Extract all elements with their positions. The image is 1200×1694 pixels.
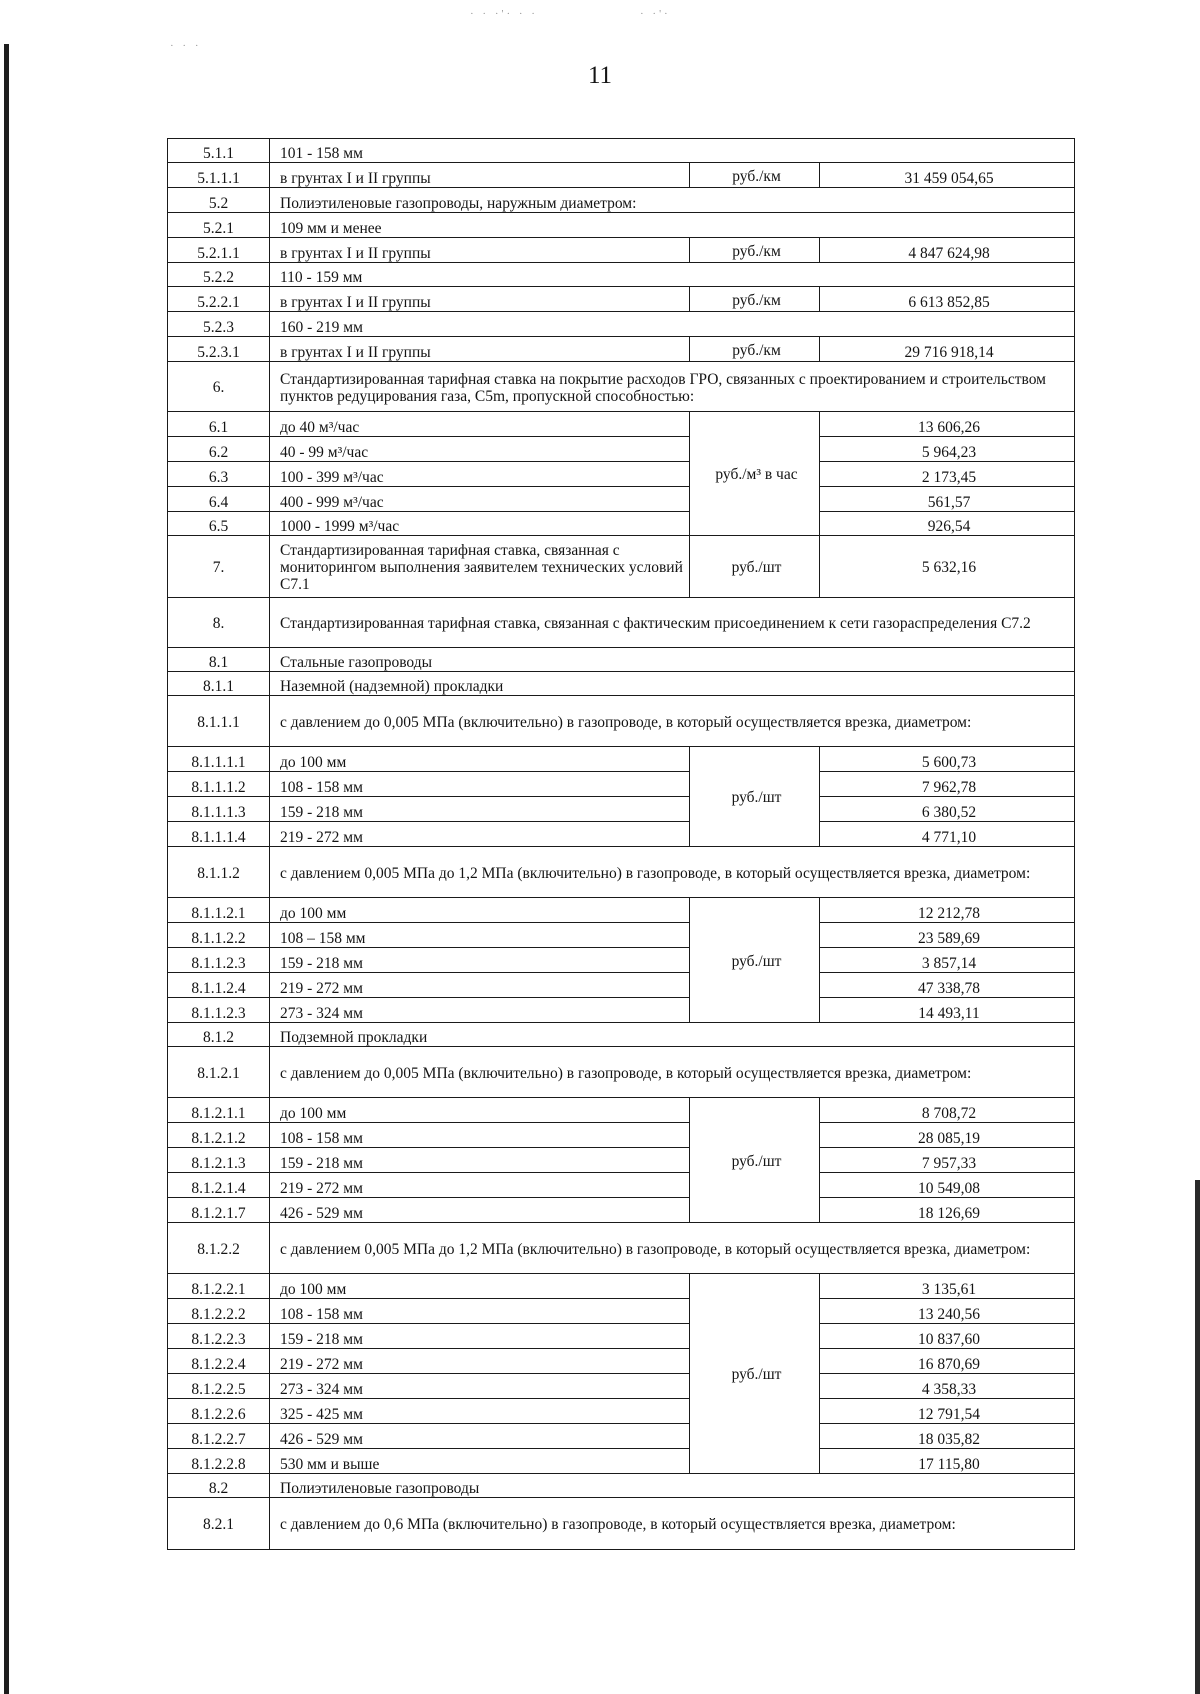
row-code: 5.2.2.1 bbox=[168, 287, 270, 312]
scan-speckle: · · ·'· · · bbox=[470, 8, 538, 20]
row-text: 530 мм и выше bbox=[270, 1449, 690, 1474]
row-text: Полиэтиленовые газопроводы, наружным диаметром: bbox=[270, 188, 1075, 213]
value-cell: 6 613 852,85 bbox=[820, 287, 1075, 312]
value-cell: 561,57 bbox=[820, 487, 1075, 512]
row-text: Стандартизированная тарифная ставка на покрытие расходов ГРО, связанных с проектированием и строительством пунктов редуцирования газа, C5m, пропускной способностью: bbox=[270, 362, 1075, 412]
row-text: 101 - 158 мм bbox=[270, 139, 1075, 163]
row-code: 8.2.1 bbox=[168, 1498, 270, 1550]
table-row bbox=[168, 1098, 1075, 1123]
table-row bbox=[168, 287, 1075, 312]
table-row bbox=[168, 536, 1075, 598]
value-cell: 5 964,23 bbox=[820, 437, 1075, 462]
row-text: 219 - 272 мм bbox=[270, 1173, 690, 1198]
value-cell: 28 085,19 bbox=[820, 1123, 1075, 1148]
table-row bbox=[168, 948, 1075, 973]
row-text: 325 - 425 мм bbox=[270, 1399, 690, 1424]
table-row bbox=[168, 1324, 1075, 1349]
table-row bbox=[168, 998, 1075, 1023]
value-cell: 12 212,78 bbox=[820, 898, 1075, 923]
table-row bbox=[168, 672, 1075, 696]
row-text: 159 - 218 мм bbox=[270, 1324, 690, 1349]
row-text: 40 - 99 м³/час bbox=[270, 437, 690, 462]
table-row bbox=[168, 797, 1075, 822]
row-text: в грунтах I и II группы bbox=[270, 337, 690, 362]
row-code: 8.1.2.2.2 bbox=[168, 1299, 270, 1324]
value-cell: 31 459 054,65 bbox=[820, 163, 1075, 188]
table-row bbox=[168, 1123, 1075, 1148]
row-text: 108 - 158 мм bbox=[270, 1299, 690, 1324]
row-code: 6. bbox=[168, 362, 270, 412]
row-text: до 100 мм bbox=[270, 1274, 690, 1299]
table-row bbox=[168, 1349, 1075, 1374]
table-row bbox=[168, 1047, 1075, 1098]
row-code: 5.1.1 bbox=[168, 139, 270, 163]
value-cell: 13 606,26 bbox=[820, 412, 1075, 437]
row-text: до 40 м³/час bbox=[270, 412, 690, 437]
table-row bbox=[168, 188, 1075, 213]
table-row bbox=[168, 598, 1075, 648]
value-cell: 47 338,78 bbox=[820, 973, 1075, 998]
table-row bbox=[168, 1424, 1075, 1449]
row-code: 8.1.2.2.1 bbox=[168, 1274, 270, 1299]
row-code: 6.2 bbox=[168, 437, 270, 462]
row-code: 8.1.1.2.2 bbox=[168, 923, 270, 948]
value-cell: 14 493,11 bbox=[820, 998, 1075, 1023]
row-text: Стандартизированная тарифная ставка, связанная с фактическим присоединением к сети газораспределения C7.2 bbox=[270, 598, 1075, 648]
table-row bbox=[168, 412, 1075, 437]
row-code: 6.3 bbox=[168, 462, 270, 487]
row-text: 108 - 158 мм bbox=[270, 772, 690, 797]
scan-speckle: · · · bbox=[170, 40, 202, 52]
row-text: с давлением до 0,005 МПа (включительно) в газопроводе, в который осуществляется врезка, диаметром: bbox=[270, 696, 1075, 747]
table-row bbox=[168, 238, 1075, 263]
row-code: 8. bbox=[168, 598, 270, 648]
row-text: Полиэтиленовые газопроводы bbox=[270, 1474, 1075, 1498]
row-code: 8.1.1.1.4 bbox=[168, 822, 270, 847]
row-code: 8.1.1.2.3 bbox=[168, 948, 270, 973]
table-row bbox=[168, 487, 1075, 512]
unit-cell: руб./шт bbox=[690, 1098, 820, 1223]
row-text: 219 - 272 мм bbox=[270, 973, 690, 998]
row-code: 8.1.2.2.8 bbox=[168, 1449, 270, 1474]
table-row bbox=[168, 462, 1075, 487]
table-row bbox=[168, 822, 1075, 847]
row-text: 100 - 399 м³/час bbox=[270, 462, 690, 487]
row-code: 8.1.1.2.1 bbox=[168, 898, 270, 923]
row-code: 8.1.2.1.3 bbox=[168, 1148, 270, 1173]
row-text: Стандартизированная тарифная ставка, связанная с мониторингом выполнения заявителем технических условий C7.1 bbox=[270, 536, 690, 598]
row-text: 159 - 218 мм bbox=[270, 797, 690, 822]
table-row bbox=[168, 1498, 1075, 1550]
value-cell: 7 962,78 bbox=[820, 772, 1075, 797]
tariff-table bbox=[167, 138, 1075, 1550]
row-code: 7. bbox=[168, 536, 270, 598]
row-text: Стальные газопроводы bbox=[270, 648, 1075, 672]
value-cell: 926,54 bbox=[820, 512, 1075, 536]
table-row bbox=[168, 1148, 1075, 1173]
table-row bbox=[168, 898, 1075, 923]
table-row bbox=[168, 772, 1075, 797]
row-code: 8.1.2.2.4 bbox=[168, 1349, 270, 1374]
table-row bbox=[168, 1023, 1075, 1047]
value-cell: 4 847 624,98 bbox=[820, 238, 1075, 263]
row-text: 273 - 324 мм bbox=[270, 998, 690, 1023]
value-cell: 6 380,52 bbox=[820, 797, 1075, 822]
table-row bbox=[168, 312, 1075, 337]
table-row bbox=[168, 1198, 1075, 1223]
row-code: 8.1.1.2.3 bbox=[168, 998, 270, 1023]
table-row bbox=[168, 1173, 1075, 1198]
row-code: 8.1.1.2 bbox=[168, 847, 270, 898]
row-text: Подземной прокладки bbox=[270, 1023, 1075, 1047]
value-cell: 3 135,61 bbox=[820, 1274, 1075, 1299]
row-text: с давлением до 0,005 МПа (включительно) в газопроводе, в который осуществляется врезка, диаметром: bbox=[270, 1047, 1075, 1098]
row-text: 159 - 218 мм bbox=[270, 1148, 690, 1173]
unit-cell: руб./км bbox=[690, 337, 820, 362]
value-cell: 10 837,60 bbox=[820, 1324, 1075, 1349]
row-code: 8.1.1 bbox=[168, 672, 270, 696]
row-code: 5.2 bbox=[168, 188, 270, 213]
row-text: 426 - 529 мм bbox=[270, 1198, 690, 1223]
table-row bbox=[168, 696, 1075, 747]
value-cell: 17 115,80 bbox=[820, 1449, 1075, 1474]
row-code: 6.1 bbox=[168, 412, 270, 437]
scan-speckle: · ·'· bbox=[640, 8, 671, 20]
value-cell: 2 173,45 bbox=[820, 462, 1075, 487]
row-code: 5.2.1 bbox=[168, 213, 270, 238]
row-code: 5.2.2 bbox=[168, 263, 270, 287]
table-row bbox=[168, 437, 1075, 462]
row-code: 8.1.2 bbox=[168, 1023, 270, 1047]
row-code: 8.1.2.1.2 bbox=[168, 1123, 270, 1148]
row-code: 8.1 bbox=[168, 648, 270, 672]
table-row bbox=[168, 1449, 1075, 1474]
table-row bbox=[168, 648, 1075, 672]
value-cell: 4 771,10 bbox=[820, 822, 1075, 847]
row-text: 219 - 272 мм bbox=[270, 822, 690, 847]
row-code: 8.1.1.2.4 bbox=[168, 973, 270, 998]
row-text: 1000 - 1999 м³/час bbox=[270, 512, 690, 536]
value-cell: 7 957,33 bbox=[820, 1148, 1075, 1173]
row-code: 8.1.2.1 bbox=[168, 1047, 270, 1098]
value-cell: 3 857,14 bbox=[820, 948, 1075, 973]
unit-cell: руб./шт bbox=[690, 898, 820, 1023]
row-text: 273 - 324 мм bbox=[270, 1374, 690, 1399]
unit-cell: руб./шт bbox=[690, 747, 820, 847]
value-cell: 18 126,69 bbox=[820, 1198, 1075, 1223]
row-text: 426 - 529 мм bbox=[270, 1424, 690, 1449]
table-row bbox=[168, 163, 1075, 188]
value-cell: 5 600,73 bbox=[820, 747, 1075, 772]
row-code: 5.1.1.1 bbox=[168, 163, 270, 188]
value-cell: 16 870,69 bbox=[820, 1349, 1075, 1374]
table-row bbox=[168, 512, 1075, 536]
table-row bbox=[168, 263, 1075, 287]
row-text: 110 - 159 мм bbox=[270, 263, 1075, 287]
scan-left-edge bbox=[4, 44, 9, 1694]
row-text: 159 - 218 мм bbox=[270, 948, 690, 973]
row-text: в грунтах I и II группы bbox=[270, 238, 690, 263]
row-text: 400 - 999 м³/час bbox=[270, 487, 690, 512]
row-code: 8.2 bbox=[168, 1474, 270, 1498]
row-text: с давлением 0,005 МПа до 1,2 МПа (включительно) в газопроводе, в который осуществляется врезка, диаметром: bbox=[270, 847, 1075, 898]
unit-cell: руб./км bbox=[690, 287, 820, 312]
value-cell: 10 549,08 bbox=[820, 1173, 1075, 1198]
value-cell: 23 589,69 bbox=[820, 923, 1075, 948]
value-cell: 5 632,16 bbox=[820, 536, 1075, 598]
unit-cell: руб./км bbox=[690, 163, 820, 188]
row-code: 5.2.3.1 bbox=[168, 337, 270, 362]
row-code: 8.1.1.1.1 bbox=[168, 747, 270, 772]
row-code: 8.1.2.2.5 bbox=[168, 1374, 270, 1399]
table-row bbox=[168, 747, 1075, 772]
row-text: с давлением до 0,6 МПа (включительно) в газопроводе, в который осуществляется врезка, диаметром: bbox=[270, 1498, 1075, 1550]
row-code: 8.1.2.2.7 bbox=[168, 1424, 270, 1449]
value-cell: 18 035,82 bbox=[820, 1424, 1075, 1449]
unit-cell: руб./шт bbox=[690, 536, 820, 598]
row-code: 5.2.1.1 bbox=[168, 238, 270, 263]
row-code: 6.5 bbox=[168, 512, 270, 536]
row-text: 108 - 158 мм bbox=[270, 1123, 690, 1148]
value-cell: 29 716 918,14 bbox=[820, 337, 1075, 362]
table-row bbox=[168, 1374, 1075, 1399]
table-row bbox=[168, 1399, 1075, 1424]
unit-cell: руб./шт bbox=[690, 1274, 820, 1474]
scan-right-edge bbox=[1195, 1180, 1200, 1694]
row-code: 8.1.1.1.2 bbox=[168, 772, 270, 797]
row-code: 8.1.2.2.6 bbox=[168, 1399, 270, 1424]
unit-cell: руб./км bbox=[690, 238, 820, 263]
row-text: в грунтах I и II группы bbox=[270, 287, 690, 312]
table-row bbox=[168, 213, 1075, 238]
table-row bbox=[168, 337, 1075, 362]
value-cell: 4 358,33 bbox=[820, 1374, 1075, 1399]
row-text: 160 - 219 мм bbox=[270, 312, 1075, 337]
table-row bbox=[168, 1299, 1075, 1324]
row-code: 5.2.3 bbox=[168, 312, 270, 337]
table-row bbox=[168, 139, 1075, 163]
row-code: 8.1.2.1.4 bbox=[168, 1173, 270, 1198]
row-code: 8.1.1.1.3 bbox=[168, 797, 270, 822]
value-cell: 12 791,54 bbox=[820, 1399, 1075, 1424]
row-code: 8.1.2.1.1 bbox=[168, 1098, 270, 1123]
row-text: 108 – 158 мм bbox=[270, 923, 690, 948]
row-text: до 100 мм bbox=[270, 898, 690, 923]
row-text: до 100 мм bbox=[270, 747, 690, 772]
table-row bbox=[168, 973, 1075, 998]
unit-cell: руб./м³ в час bbox=[690, 412, 820, 536]
row-text: в грунтах I и II группы bbox=[270, 163, 690, 188]
page-number: 11 bbox=[587, 62, 613, 89]
row-text: 219 - 272 мм bbox=[270, 1349, 690, 1374]
table-row bbox=[168, 847, 1075, 898]
row-code: 6.4 bbox=[168, 487, 270, 512]
row-code: 8.1.2.2.3 bbox=[168, 1324, 270, 1349]
row-code: 8.1.2.1.7 bbox=[168, 1198, 270, 1223]
table-row bbox=[168, 1474, 1075, 1498]
table-row bbox=[168, 1223, 1075, 1274]
table-row bbox=[168, 1274, 1075, 1299]
row-code: 8.1.2.2 bbox=[168, 1223, 270, 1274]
row-text: с давлением 0,005 МПа до 1,2 МПа (включительно) в газопроводе, в который осуществляется врезка, диаметром: bbox=[270, 1223, 1075, 1274]
table-row bbox=[168, 362, 1075, 412]
row-text: Наземной (надземной) прокладки bbox=[270, 672, 1075, 696]
row-text: до 100 мм bbox=[270, 1098, 690, 1123]
row-code: 8.1.1.1 bbox=[168, 696, 270, 747]
value-cell: 13 240,56 bbox=[820, 1299, 1075, 1324]
value-cell: 8 708,72 bbox=[820, 1098, 1075, 1123]
row-text: 109 мм и менее bbox=[270, 213, 1075, 238]
table-row bbox=[168, 923, 1075, 948]
